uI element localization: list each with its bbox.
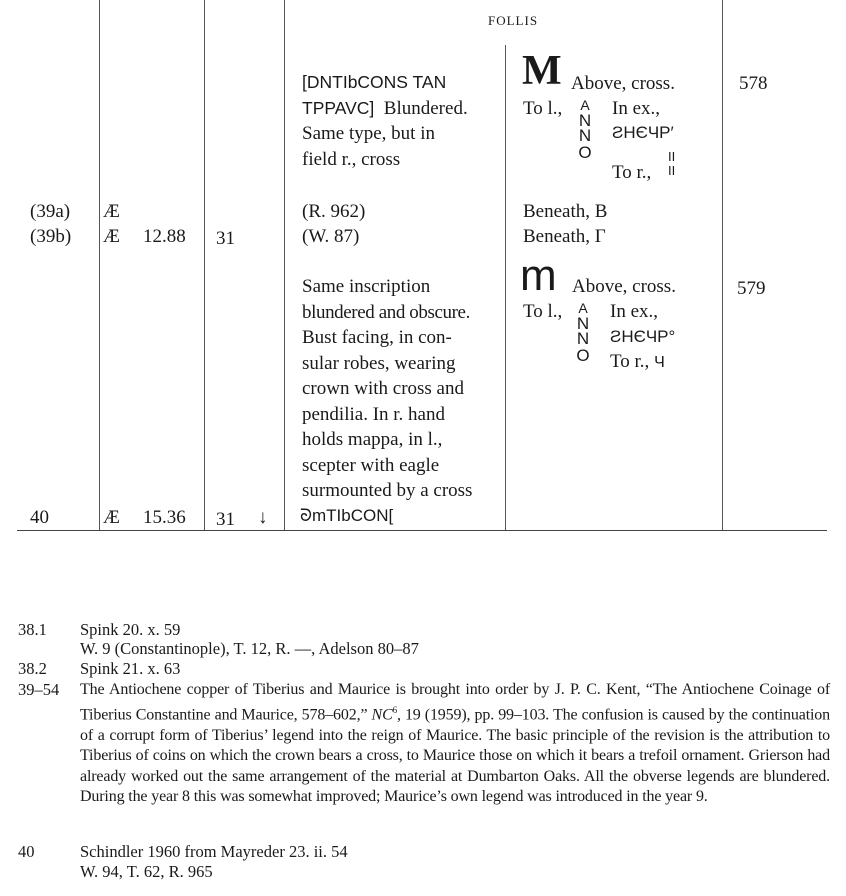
note-39-54-paragraph: The Antiochene copper of Tiberius and Maurice is brought into order by J. P. C. Kent, “The Antiochene Coinage of Tiberius Constantine and Maurice, 578–602,” $NC^6$, 19 (1959), pp. 99–103. The confusion is caused by the continuation of a corrupt form of Tiberius’ legend into the reign of Maurice. The basic principle of the revision is the attribution to Tiberius of coins on which the crown bears a cross, to Maurice those on which it bears a trefoil ornament. Grierson had already worked out the same arrangement of the material at Dumbarton Oaks. All the obverse legends are blundered. During the year 8 this was somewhat improved; Maurice’s own legend was introduced in the year 9. [80, 681, 830, 805]
column-rule-3 [284, 0, 285, 530]
column-rule-5 [722, 0, 723, 530]
row-40-size: 31 [216, 509, 235, 530]
row-39a-ref: (R. 962) [302, 201, 366, 222]
anno-stack-578: A N N O [578, 97, 592, 162]
obverse-desc-line-4: field r., cross [302, 148, 401, 170]
to-right-value-578: II II [668, 149, 676, 178]
column-rule-2 [204, 0, 205, 530]
row-39a-num: (39a) [30, 201, 71, 222]
note-ref-39-54: 39–54 [18, 680, 60, 699]
obverse-legend-line-2: TPPAVC] Blundered. [302, 97, 468, 119]
reverse-above-578: Above, cross. [571, 73, 675, 94]
obverse-legend-line-1: [DNTIbCONS TAN [302, 72, 447, 92]
row-40-weight: 15.36 [143, 507, 186, 528]
note-ref-40: 40 [18, 842, 35, 861]
to-right-label-579: To r., Ч [610, 351, 665, 372]
table-bottom-rule [17, 530, 827, 531]
to-right-label-578: To r., [612, 162, 652, 183]
note-38-1-line-2: W. 9 (Constantinople), T. 12, R. —, Adelson 80–87 [80, 639, 419, 658]
entry-579-obverse: Same inscription blundered and obscure. Bust facing, in con- sular robes, wearing crown with cross and pendilia. In r. hand holds mappa, in l., scepter with eagle surmounted by a cross [302, 276, 473, 501]
in-ex-label-578: In ex., [612, 98, 661, 119]
reverse-above-579: Above, cross. [572, 276, 676, 297]
section-title: FOLLIS [488, 13, 539, 28]
anno-stack-579: A N N O [576, 300, 590, 365]
in-ex-value-579: ƧΗЄЧΡ° [610, 327, 676, 346]
row-39b-ref: (W. 87) [302, 226, 360, 247]
row-39b-num: (39b) [30, 226, 72, 247]
reverse-to-left-578: To l., [523, 98, 563, 119]
row-39b-metal: Æ [103, 226, 120, 247]
in-ex-label-579: In ex., [610, 301, 659, 322]
row-39b-size: 31 [216, 228, 235, 249]
column-rule-4 [505, 45, 506, 530]
note-38-2-line-1: Spink 21. x. 63 [80, 659, 181, 678]
row-39b-beneath: Beneath, Γ [523, 226, 606, 247]
reverse-mark-m: m [520, 251, 557, 300]
date-579: 579 [737, 278, 766, 299]
row-39a-metal: Æ [103, 201, 120, 222]
row-39a-beneath: Beneath, B [523, 201, 608, 222]
obverse-desc-line-3: Same type, but in [302, 123, 435, 144]
in-ex-value-578: ƧΗЄЧΡ′ [612, 123, 674, 142]
die-axis-arrow-icon: ↓ [258, 507, 268, 528]
note-40-line-2: W. 94, T. 62, R. 965 [80, 862, 213, 881]
note-ref-38-1: 38.1 [18, 620, 47, 639]
entry-578-obverse [302, 70, 468, 172]
row-40-num: 40 [30, 507, 49, 528]
reverse-mark-M: M [522, 48, 562, 94]
note-38-1-line-1: Spink 20. x. 59 [80, 620, 181, 639]
row-39b-weight: 12.88 [143, 226, 186, 247]
row-40-metal: Æ [103, 507, 120, 528]
note-40-line-1: Schindler 1960 from Mayreder 23. ii. 54 [80, 842, 348, 861]
row-40-legend: ᘐmTIbCON[ [300, 506, 394, 525]
column-rule-1 [99, 0, 100, 530]
date-578: 578 [739, 73, 768, 94]
reverse-to-left-579: To l., [523, 301, 563, 322]
note-ref-38-2: 38.2 [18, 659, 47, 678]
